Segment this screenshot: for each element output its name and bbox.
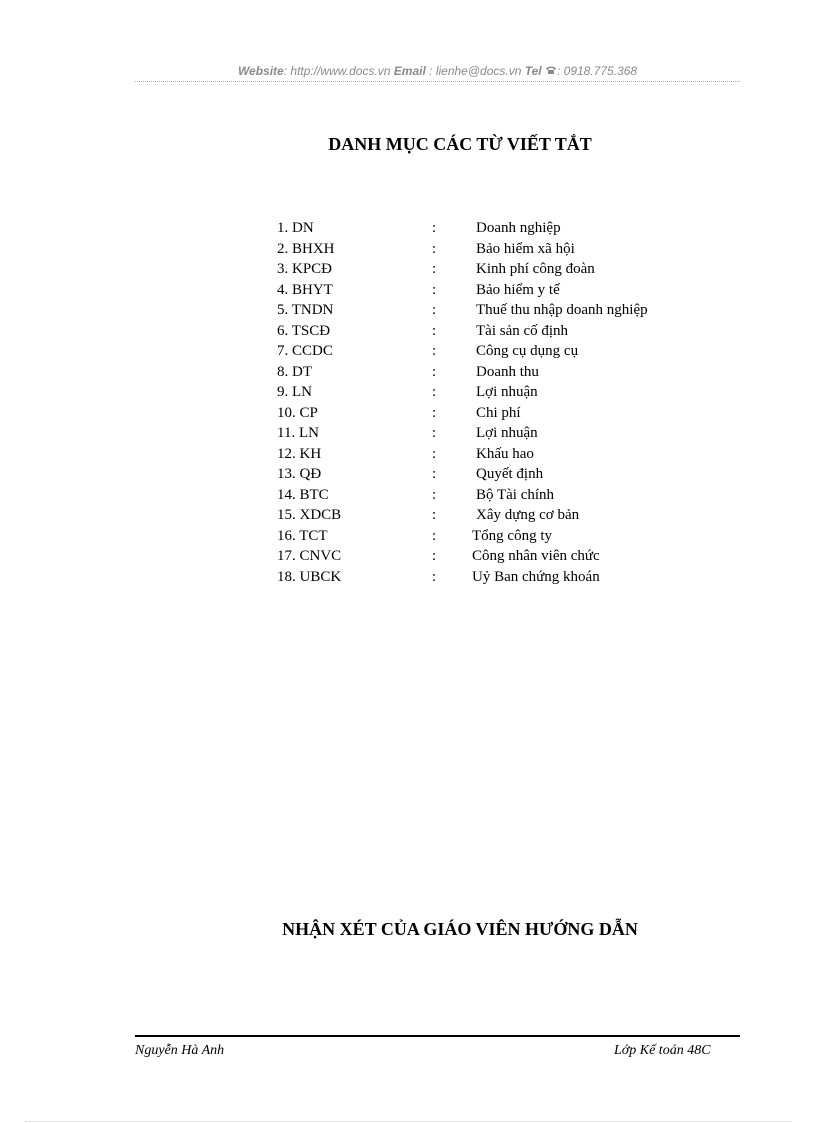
phone-icon [545, 64, 557, 78]
abbreviation-colon: : [432, 363, 437, 380]
section-title: NHẬN XÉT CỦA GIÁO VIÊN HƯỚNG DẪN [282, 919, 638, 939]
abbreviation-colon: : [432, 302, 437, 318]
abbreviation-desc: Chi phí [476, 404, 521, 421]
abbreviation-desc: Xây dựng cơ bản [476, 507, 580, 523]
abbreviation-colon: : [432, 343, 437, 359]
abbreviation-num: 5. TNDN [277, 302, 334, 318]
abbreviation-colon: : [432, 507, 437, 523]
email-label: Email [393, 64, 426, 78]
footer-author: Nguyễn Hà Anh [135, 1043, 225, 1058]
abbreviation-colon: : [432, 527, 437, 544]
tel-value: : 0918.775.368 [556, 64, 638, 78]
abbreviation-num: 18. UBCK [277, 568, 342, 585]
abbreviation-num: 15. XDCB [277, 507, 342, 523]
abbreviation-num: 1. DN [277, 220, 314, 236]
abbreviation-num: 9. LN [277, 384, 312, 400]
header-divider [135, 81, 740, 82]
abbreviation-desc: Uỷ Ban chứng khoán [472, 568, 600, 585]
abbreviation-num: 14. BTC [277, 486, 329, 503]
website-label: Website [237, 64, 284, 78]
abbreviation-num: 11. LN [277, 425, 319, 441]
abbreviation-colon: : [432, 384, 437, 400]
abbreviation-desc: Thuế thu nhập doanh nghiệp [476, 302, 648, 318]
bottom-divider [25, 1121, 791, 1122]
abbreviation-num: 16. TCT [277, 527, 328, 544]
abbreviation-colon: : [432, 486, 437, 503]
abbreviation-desc: Quyết định [476, 466, 544, 482]
footer-divider [135, 1035, 740, 1037]
abbreviation-desc: Tổng công ty [472, 527, 552, 544]
abbreviation-num: 4. BHYT [277, 281, 333, 298]
abbreviation-num: 13. QĐ [277, 466, 322, 482]
abbreviation-desc: Kinh phí công đoàn [476, 261, 595, 277]
abbreviation-desc: Khấu hao [476, 445, 534, 462]
abbreviation-num: 2. BHXH [277, 240, 335, 257]
abbreviation-colon: : [432, 445, 437, 462]
abbreviation-desc: Tài sản cố định [476, 322, 569, 339]
abbreviation-num: 17. CNVC [277, 548, 342, 564]
page-title: DANH MỤC CÁC TỪ VIẾT TẮT [328, 134, 592, 154]
abbreviation-colon: : [432, 404, 437, 421]
abbreviation-num: 8. DT [277, 363, 312, 380]
abbreviation-colon: : [432, 240, 437, 257]
footer-class: Lớp Kế toán 48C [614, 1043, 711, 1058]
abbreviation-colon: : [432, 281, 437, 298]
abbreviation-num: 10. CP [277, 404, 318, 421]
abbreviation-num: 12. KH [277, 445, 322, 462]
abbreviation-colon: : [432, 568, 437, 585]
email-value: : lienhe@docs.vn [429, 64, 522, 78]
abbreviation-num: 3. KPCĐ [277, 261, 333, 277]
abbreviation-desc: Bảo hiểm xã hội [476, 240, 575, 257]
abbreviation-colon: : [432, 548, 437, 564]
abbreviation-colon: : [432, 261, 437, 277]
tel-label: Tel [524, 64, 542, 78]
abbreviation-desc: Công nhân viên chức [472, 548, 600, 564]
abbreviation-desc: Công cụ dụng cụ [476, 343, 579, 359]
abbreviation-desc: Doanh thu [476, 363, 539, 380]
website-value: : http://www.docs.vn [283, 64, 391, 78]
abbreviation-num: 6. TSCĐ [277, 322, 331, 339]
abbreviation-desc: Bộ Tài chính [476, 486, 555, 503]
abbreviation-desc: Bảo hiểm y tế [476, 281, 560, 298]
abbreviation-num: 7. CCDC [277, 343, 333, 359]
abbreviation-desc: Lợi nhuận [476, 425, 538, 441]
abbreviation-desc: Lợi nhuận [476, 384, 538, 400]
abbreviation-colon: : [432, 322, 437, 339]
abbreviation-colon: : [432, 466, 437, 482]
abbreviation-colon: : [432, 220, 437, 236]
abbreviation-desc: Doanh nghiệp [476, 220, 561, 236]
abbreviation-colon: : [432, 425, 437, 441]
page-header [135, 64, 740, 78]
